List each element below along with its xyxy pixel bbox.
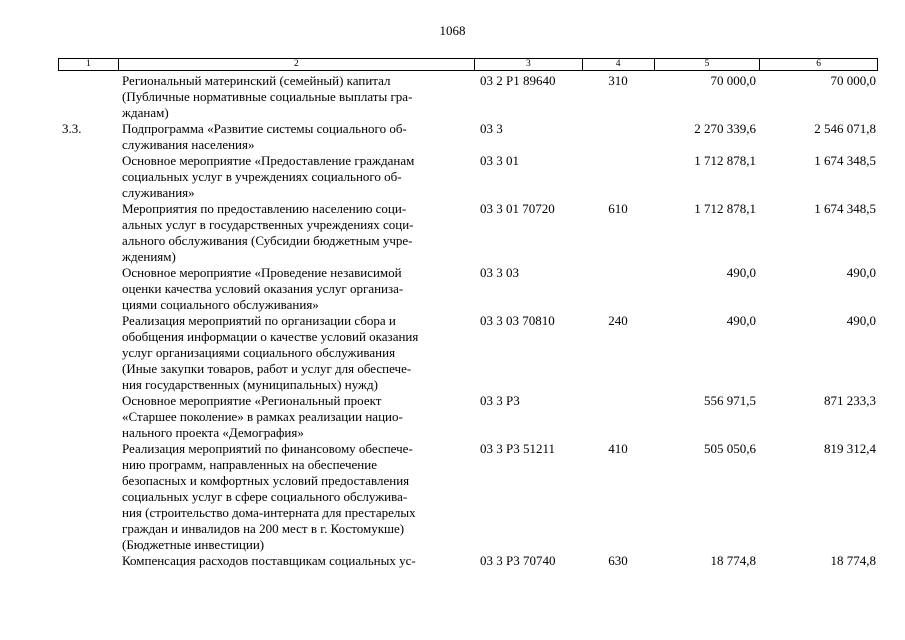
column-header-5: 5 <box>654 59 760 70</box>
row-number-cell <box>58 441 117 553</box>
item-name-cell <box>117 393 474 441</box>
expense-type-cell: 410 <box>608 441 628 456</box>
item-name-line: обобщения информации о качестве условий оказания <box>122 329 419 344</box>
amount-year2-cell: 871 233,3 <box>824 393 876 408</box>
item-name-line: альных услуг в государственных учреждениях соци- <box>122 217 414 232</box>
item-name-line: ального обслуживания (Субсидии бюджетным учре- <box>122 233 413 248</box>
table-header <box>58 58 878 71</box>
table-row <box>58 121 878 153</box>
amount-year1-cell: 505 050,6 <box>704 441 756 456</box>
item-name-line: Региональный материнский (семейный) капитал <box>122 73 391 88</box>
item-name-line: служивания» <box>122 185 195 200</box>
expense-type-cell <box>582 153 654 201</box>
item-name-line: услуг организациями социального обслуживания <box>122 345 396 360</box>
item-name-line: Реализация мероприятий по организации сбора и <box>122 313 396 328</box>
item-name-line: (Бюджетные инвестиции) <box>122 537 265 552</box>
row-number-cell <box>58 153 117 201</box>
item-name-cell <box>117 201 474 265</box>
item-name-line: безопасных и комфортных условий предоставления <box>122 473 410 488</box>
amount-year2-cell: 1 674 348,5 <box>814 153 876 168</box>
item-name-line: Реализация мероприятий по финансовому обеспече- <box>122 441 413 456</box>
item-name-line: служивания населения» <box>122 137 255 152</box>
target-code-cell: 03 3 01 70720 <box>480 201 555 216</box>
amount-year1-cell: 1 712 878,1 <box>694 153 756 168</box>
amount-year1-cell: 1 712 878,1 <box>694 201 756 216</box>
item-name-cell <box>117 153 474 201</box>
item-name-line: (Публичные нормативные социальные выплаты гра- <box>122 89 413 104</box>
page-number: 1068 <box>439 23 466 38</box>
table-row <box>58 553 878 569</box>
table-row <box>58 313 878 393</box>
item-name-line: нального проекта «Демография» <box>122 425 304 440</box>
amount-year2-cell: 2 546 071,8 <box>814 121 876 136</box>
expense-type-cell: 610 <box>608 201 628 216</box>
item-name-line: жданам) <box>122 105 169 120</box>
table-row <box>58 201 878 265</box>
target-code-cell: 03 3 03 70810 <box>480 313 555 328</box>
item-name-cell <box>117 73 474 121</box>
item-name-line: (Иные закупки товаров, работ и услуг для обеспече- <box>122 361 412 376</box>
item-name-line: Подпрограмма «Развитие системы социального об- <box>122 121 407 136</box>
item-name-line: социальных услуг в сфере социального обслужива- <box>122 489 408 504</box>
item-name-line: «Старшее поколение» в рамках реализации нацио- <box>122 409 403 424</box>
amount-year2-cell: 18 774,8 <box>830 553 876 568</box>
column-header-2: 2 <box>118 59 474 70</box>
amount-year2-cell: 70 000,0 <box>830 73 876 88</box>
row-number-cell <box>58 313 117 393</box>
item-name-line: Компенсация расходов поставщикам социальных ус- <box>122 553 416 568</box>
target-code-cell: 03 3 Р3 70740 <box>480 553 556 568</box>
target-code-cell: 03 3 Р3 <box>480 393 520 408</box>
item-name-line: Основное мероприятие «Региональный проект <box>122 393 382 408</box>
expense-type-cell: 240 <box>608 313 628 328</box>
item-name-line: ждениям) <box>122 249 176 264</box>
row-number-cell <box>58 553 117 569</box>
expense-type-cell: 630 <box>608 553 628 568</box>
amount-year2-cell: 819 312,4 <box>824 441 876 456</box>
target-code-cell: 03 3 <box>480 121 503 136</box>
table-row <box>58 153 878 201</box>
amount-year1-cell: 490,0 <box>726 265 756 280</box>
target-code-cell: 03 3 03 <box>480 265 519 280</box>
amount-year1-cell: 70 000,0 <box>710 73 756 88</box>
amount-year1-cell: 556 971,5 <box>704 393 756 408</box>
table-row <box>58 265 878 313</box>
item-name-line: социальных услуг в учреждениях социального об- <box>122 169 402 184</box>
expense-type-cell: 310 <box>608 73 628 88</box>
table-row <box>58 73 878 121</box>
row-number-cell <box>58 265 117 313</box>
table-row <box>58 393 878 441</box>
row-number-cell <box>58 201 117 265</box>
item-name-cell <box>117 553 474 569</box>
table-row <box>58 441 878 553</box>
amount-year2-cell: 490,0 <box>846 265 876 280</box>
amount-year1-cell: 2 270 339,6 <box>694 121 756 136</box>
column-header-4: 4 <box>582 59 654 70</box>
item-name-cell <box>117 265 474 313</box>
item-name-line: Мероприятия по предоставлению населению соци- <box>122 201 407 216</box>
amount-year1-cell: 18 774,8 <box>710 553 756 568</box>
item-name-line: ния (строительство дома-интерната для престарелых <box>122 505 416 520</box>
item-name-line: ния государственных (муниципальных) нужд) <box>122 377 378 392</box>
amount-year2-cell: 1 674 348,5 <box>814 201 876 216</box>
row-number-cell <box>58 393 117 441</box>
item-name-line: циями социального обслуживания» <box>122 297 319 312</box>
column-header-3: 3 <box>474 59 582 70</box>
column-header-6: 6 <box>759 59 877 70</box>
item-name-cell <box>117 121 474 153</box>
table-body <box>58 73 878 569</box>
target-code-cell: 03 2 Р1 89640 <box>480 73 556 88</box>
item-name-line: нию программ, направленных на обеспечение <box>122 457 377 472</box>
amount-year2-cell: 490,0 <box>846 313 876 328</box>
item-name-line: Основное мероприятие «Предоставление гражданам <box>122 153 415 168</box>
item-name-cell <box>117 441 474 553</box>
item-name-line: оценки качества условий оказания услуг организа- <box>122 281 404 296</box>
item-name-cell <box>117 313 474 393</box>
expense-type-cell <box>582 393 654 441</box>
expense-type-cell <box>582 121 654 153</box>
amount-year1-cell: 490,0 <box>726 313 756 328</box>
column-header-1: 1 <box>86 59 91 69</box>
item-name-line: Основное мероприятие «Проведение независимой <box>122 265 402 280</box>
row-number-cell <box>58 73 117 121</box>
row-number-cell: 3.3. <box>62 121 82 136</box>
item-name-line: граждан и инвалидов на 200 мест в г. Костомукше) <box>122 521 405 536</box>
target-code-cell: 03 3 01 <box>480 153 519 168</box>
target-code-cell: 03 3 Р3 51211 <box>480 441 555 456</box>
expense-type-cell <box>582 265 654 313</box>
